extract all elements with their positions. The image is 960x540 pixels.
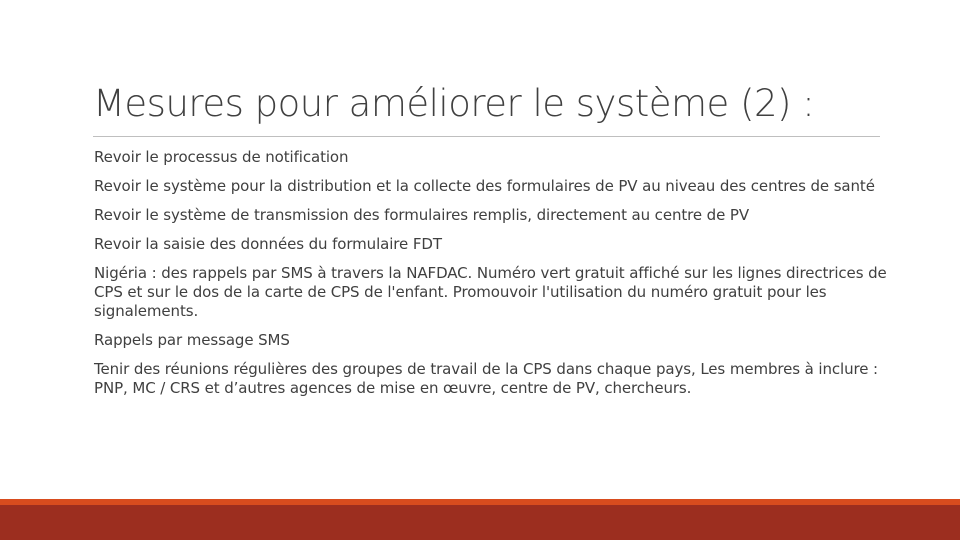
slide-title: Mesures pour améliorer le système (2) : (93, 82, 815, 125)
bullet-item: Revoir le processus de notification (94, 148, 349, 166)
bullet-list (94, 148, 894, 408)
bullet-item: Nigéria : des rappels par SMS à travers la NAFDAC. Numéro vert gratuit affiché sur les lignes directrices de CPS et sur le dos de la carte de CPS de l'enfant. Promouvoir l'utilisation du numéro gratuit pour les signalements. (94, 264, 887, 320)
bullet-item: Tenir des réunions régulières des groupes de travail de la CPS dans chaque pays, Les membres à inclure : PNP, MC / CRS et d’autres agences de mise en œuvre, centre de PV, chercheurs. (94, 360, 878, 397)
bullet-item: Revoir le système pour la distribution et la collecte des formulaires de PV au niveau des centres de santé (94, 177, 875, 195)
bullet-item: Revoir la saisie des données du formulaire FDT (94, 235, 442, 253)
bullet-item: Rappels par message SMS (94, 331, 290, 349)
bullet-item: Revoir le système de transmission des formulaires remplis, directement au centre de PV (94, 206, 750, 224)
title-divider (93, 136, 880, 137)
footer-band (0, 505, 960, 540)
